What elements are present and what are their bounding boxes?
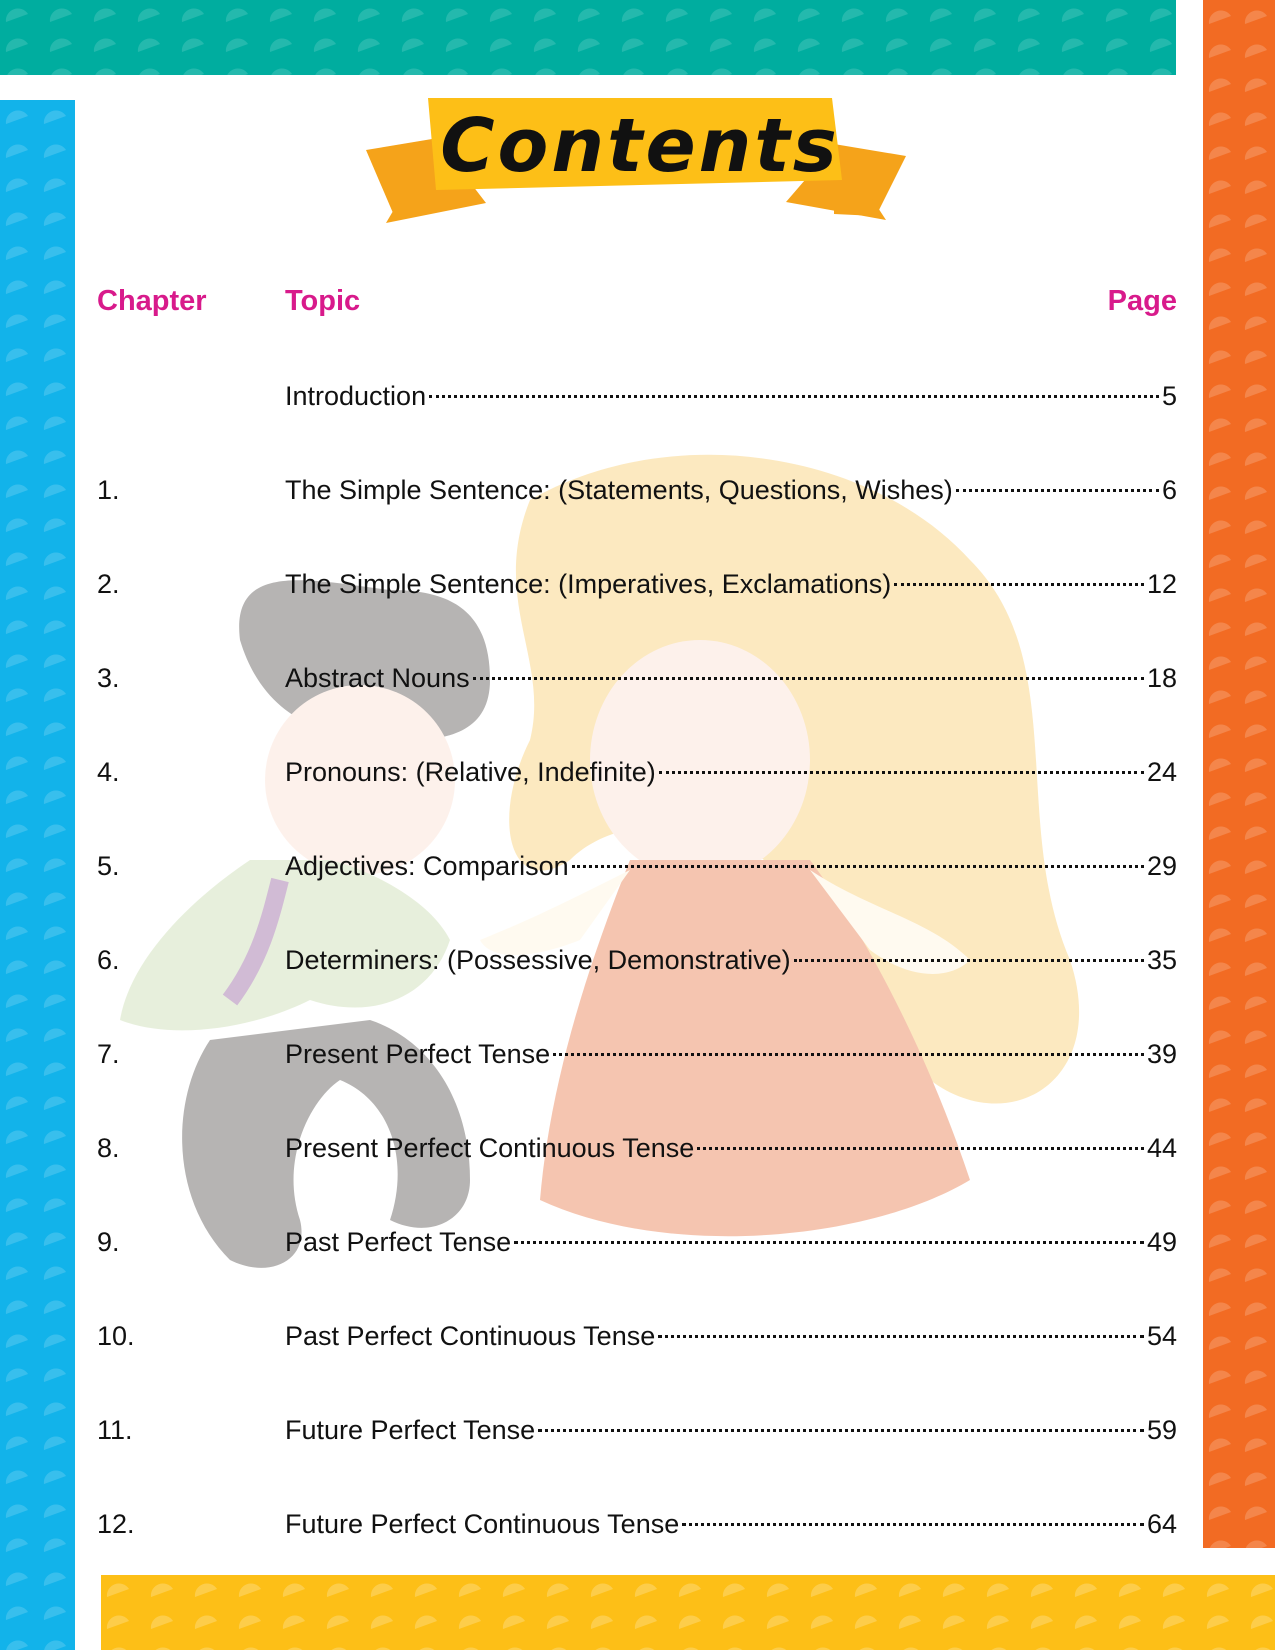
page-number: 35: [1146, 945, 1177, 975]
toc-row-6[interactable]: [0, 942, 1275, 978]
toc-row-12[interactable]: [0, 1506, 1275, 1542]
chapter-title: Determiners: (Possessive, Demonstrative): [285, 945, 791, 975]
chapter-title: Present Perfect Continuous Tense: [285, 1133, 695, 1163]
toc-row-2[interactable]: [0, 566, 1275, 602]
page-number: 39: [1146, 1039, 1177, 1069]
chapter-column-header: Chapter: [97, 285, 207, 317]
chapter-number: 9.: [97, 1227, 120, 1257]
toc-row-1[interactable]: [0, 472, 1275, 508]
toc-row-7[interactable]: [0, 1036, 1275, 1072]
topic-column-header: Topic: [285, 285, 361, 317]
page-number: 59: [1146, 1415, 1177, 1445]
dot-leader: [429, 395, 1159, 398]
chapter-title: Adjectives: Comparison: [285, 851, 569, 881]
page-number: 18: [1146, 663, 1177, 693]
chapter-number: 5.: [97, 851, 120, 881]
chapter-number: 12.: [97, 1509, 135, 1539]
page-number: 54: [1146, 1321, 1177, 1351]
toc-row-10[interactable]: [0, 1318, 1275, 1354]
chapter-number: 10.: [97, 1321, 135, 1351]
chapter-title: Present Perfect Tense: [285, 1039, 551, 1069]
chapter-number: 7.: [97, 1039, 120, 1069]
toc-row-introduction[interactable]: [0, 378, 1275, 414]
page-number: 44: [1146, 1133, 1177, 1163]
chapter-title: Past Perfect Tense: [285, 1227, 512, 1257]
chapter-number: 11.: [97, 1415, 133, 1445]
chapter-number: 1.: [97, 475, 120, 505]
chapter-title: Pronouns: (Relative, Indefinite): [285, 757, 656, 787]
chapter-title: Past Perfect Continuous Tense: [285, 1321, 656, 1351]
page-number: 6: [1161, 475, 1177, 505]
dot-leader: [894, 583, 1144, 586]
top-decorative-band: [0, 0, 1176, 75]
chapter-number: 6.: [97, 945, 120, 975]
chapter-title: Future Perfect Tense: [285, 1415, 536, 1445]
dot-leader: [553, 1053, 1144, 1056]
dot-leader: [514, 1241, 1144, 1244]
page-number: 29: [1146, 851, 1177, 881]
toc-row-11[interactable]: [0, 1412, 1275, 1448]
chapter-number: 2.: [97, 569, 120, 599]
dot-leader: [659, 771, 1144, 774]
page-column-header: Page: [1107, 285, 1177, 317]
toc-row-3[interactable]: [0, 660, 1275, 696]
dot-leader: [697, 1147, 1144, 1150]
chapter-title: Abstract Nouns: [285, 663, 470, 693]
page-number: 64: [1146, 1509, 1177, 1539]
dot-leader: [538, 1429, 1144, 1432]
chapter-title: Introduction: [285, 381, 427, 411]
chapter-number: 4.: [97, 757, 120, 787]
page-number: 5: [1161, 381, 1177, 411]
dot-leader: [682, 1523, 1144, 1526]
page-number: 49: [1146, 1227, 1177, 1257]
page-title: Contents: [440, 103, 840, 189]
toc-row-5[interactable]: [0, 848, 1275, 884]
page-number: 12: [1146, 569, 1177, 599]
toc-row-4[interactable]: [0, 754, 1275, 790]
dot-leader: [658, 1335, 1144, 1338]
chapter-number: 8.: [97, 1133, 120, 1163]
toc-row-8[interactable]: [0, 1130, 1275, 1166]
chapter-number: 3.: [97, 663, 120, 693]
toc-row-9[interactable]: [0, 1224, 1275, 1260]
chapter-title: Future Perfect Continuous Tense: [285, 1509, 680, 1539]
chapter-title: The Simple Sentence: (Statements, Questions, Wishes): [285, 475, 953, 505]
chapter-title: The Simple Sentence: (Imperatives, Exclamations): [285, 569, 892, 599]
dot-leader: [473, 677, 1144, 680]
dot-leader: [794, 959, 1144, 962]
dot-leader: [572, 865, 1144, 868]
page-number: 24: [1146, 757, 1177, 787]
dot-leader: [956, 489, 1159, 492]
bottom-decorative-band: [101, 1575, 1275, 1650]
